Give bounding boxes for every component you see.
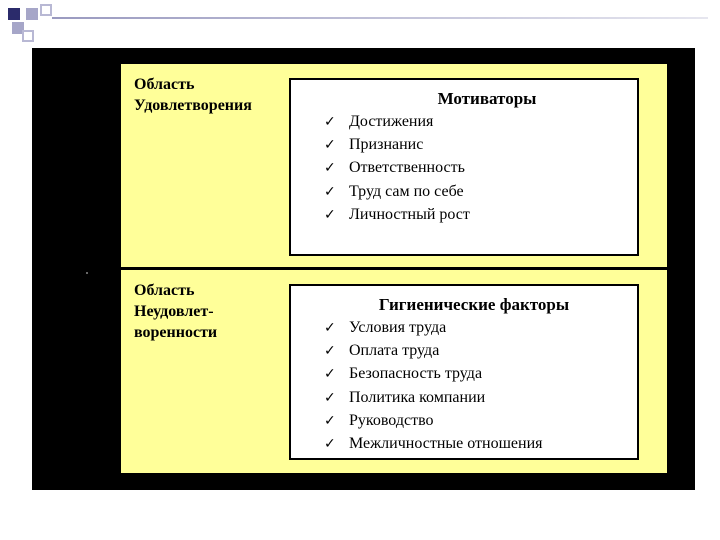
- motivators-title: Мотиваторы: [437, 89, 537, 108]
- hygiene-factors-box: [289, 284, 639, 460]
- check-icon: ✓: [324, 436, 336, 453]
- motivators-box: [289, 78, 639, 256]
- list-item: [324, 203, 470, 226]
- decor-square: [8, 8, 20, 20]
- list-item-label: Признанис: [349, 135, 424, 153]
- list-item: [324, 110, 470, 133]
- list-item: [324, 339, 542, 362]
- dissatisfaction-section: [121, 270, 667, 473]
- list-item-label: Условия труда: [349, 318, 447, 336]
- list-item: [324, 363, 542, 386]
- list-item: [324, 386, 542, 409]
- list-item-label: Оплата труда: [349, 341, 440, 359]
- list-item-label: Личностный рост: [349, 205, 470, 223]
- check-icon: ✓: [324, 412, 336, 429]
- check-icon: ✓: [324, 366, 336, 383]
- decor-square: [40, 4, 52, 16]
- header-rule: [52, 17, 708, 19]
- list-item-label: Межличностные отношения: [349, 435, 543, 453]
- list-item-label: Ответственность: [349, 159, 465, 177]
- area-label-satisfaction: Область Удовлетворения: [134, 76, 252, 114]
- list-item-label: Достижения: [349, 112, 434, 130]
- check-icon: ✓: [324, 113, 336, 130]
- check-icon: ✓: [324, 136, 336, 153]
- check-icon: ✓: [324, 160, 336, 177]
- hygiene-factors-list: [324, 316, 542, 456]
- list-item: [324, 180, 470, 203]
- satisfaction-section: [121, 64, 667, 267]
- area-label-dissatisfaction: Область Неудовлет- воренности: [134, 282, 218, 341]
- decor-square: [26, 8, 38, 20]
- motivators-list: [324, 110, 470, 226]
- list-item: [324, 316, 542, 339]
- check-icon: ✓: [324, 319, 336, 336]
- hygiene-factors-title: Гигиенические факторы: [378, 295, 570, 314]
- list-item: [324, 432, 542, 455]
- list-item-label: Труд сам по себе: [349, 182, 464, 200]
- check-icon: ✓: [324, 206, 336, 223]
- check-icon: ✓: [324, 342, 336, 359]
- list-item-label: Безопасность труда: [349, 365, 483, 383]
- list-item-label: Политика компании: [349, 388, 486, 406]
- check-icon: ✓: [324, 183, 336, 200]
- list-item: [324, 133, 470, 156]
- decor-square: [22, 30, 34, 42]
- list-item: [324, 157, 470, 180]
- stray-dot: [86, 272, 88, 274]
- list-item-label: Руководство: [349, 411, 434, 429]
- list-item: [324, 409, 542, 432]
- check-icon: ✓: [324, 389, 336, 406]
